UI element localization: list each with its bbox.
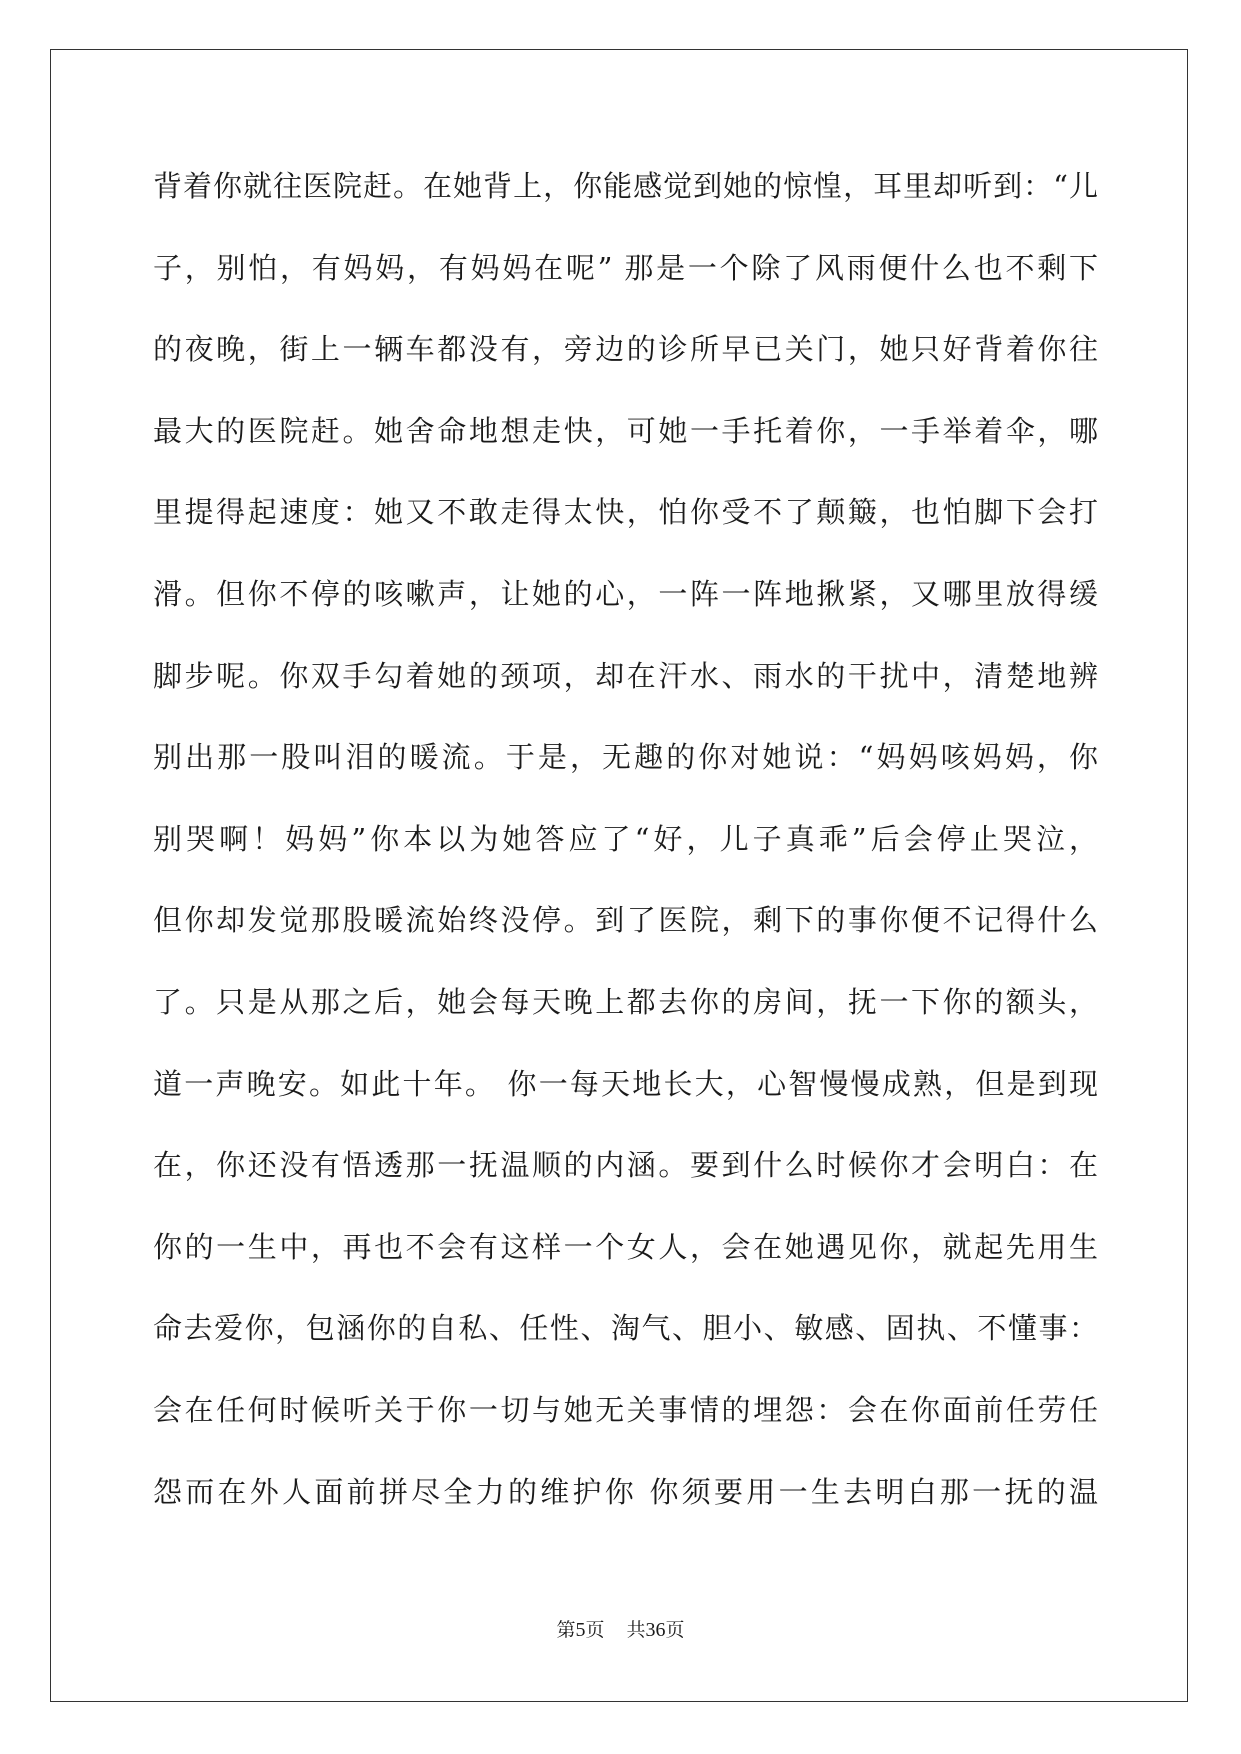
text-line: 最大的医院赶。她舍命地想走快，可她一手托着你，一手举着伞，哪 <box>153 413 1098 448</box>
text-line: 脚步呢。你双手勾着她的颈项，却在汗水、雨水的干扰中，清楚地辨 <box>153 658 1098 693</box>
text-line: 你的一生中，再也不会有这样一个女人，会在她遇见你，就起先用生 <box>153 1229 1098 1264</box>
body-text <box>153 157 1098 1544</box>
footer-total-prefix: 共 <box>626 1619 646 1641</box>
footer-page-unit: 页 <box>585 1619 605 1641</box>
footer-total-pages: 36 <box>645 1619 666 1641</box>
text-line: 别哭啊！妈妈”你本以为她答应了“好，儿子真乖”后会停止哭泣， <box>153 821 1098 856</box>
text-line: 了。只是从那之后，她会每天晚上都去你的房间，抚一下你的额头， <box>153 984 1098 1019</box>
text-line: 里提得起速度：她又不敢走得太快，怕你受不了颠簸，也怕脚下会打 <box>153 495 1098 530</box>
text-line: 会在任何时候听关于你一切与她无关事情的埋怨：会在你面前任劳任 <box>153 1392 1098 1427</box>
footer-page-number: 5 <box>575 1619 586 1641</box>
text-line: 滑。但你不停的咳嗽声，让她的心，一阵一阵地揪紧，又哪里放得缓 <box>153 576 1098 611</box>
text-line: 在，你还没有悟透那一抚温顺的内涵。要到什么时候你才会明白：在 <box>153 1148 1098 1183</box>
page-footer <box>0 1618 1241 1642</box>
text-line: 子，别怕，有妈妈，有妈妈在呢” 那是一个除了风雨便什么也不剩下 <box>153 250 1098 285</box>
footer-total-unit: 页 <box>665 1619 685 1641</box>
text-line: 命去爱你，包涵你的自私、任性、淘气、胆小、敏感、固执、不懂事： <box>153 1311 1098 1346</box>
text-line: 怨而在外人面前拼尽全力的维护你 你须要用一生去明白那一抚的温 <box>153 1474 1098 1509</box>
text-line: 的夜晚，街上一辆车都没有，旁边的诊所早已关门，她只好背着你往 <box>153 332 1098 367</box>
text-line: 背着你就往医院赶。在她背上，你能感觉到她的惊惶，耳里却听到：“儿 <box>153 169 1098 203</box>
text-line: 但你却发觉那股暖流始终没停。到了医院，剩下的事你便不记得什么 <box>153 903 1098 938</box>
text-line: 道一声晚安。如此十年。 你一每天地长大，心智慢慢成熟，但是到现 <box>153 1066 1098 1101</box>
text-line: 别出那一股叫泪的暖流。于是，无趣的你对她说：“妈妈咳妈妈，你 <box>153 740 1098 775</box>
footer-page-prefix: 第 <box>556 1619 576 1641</box>
